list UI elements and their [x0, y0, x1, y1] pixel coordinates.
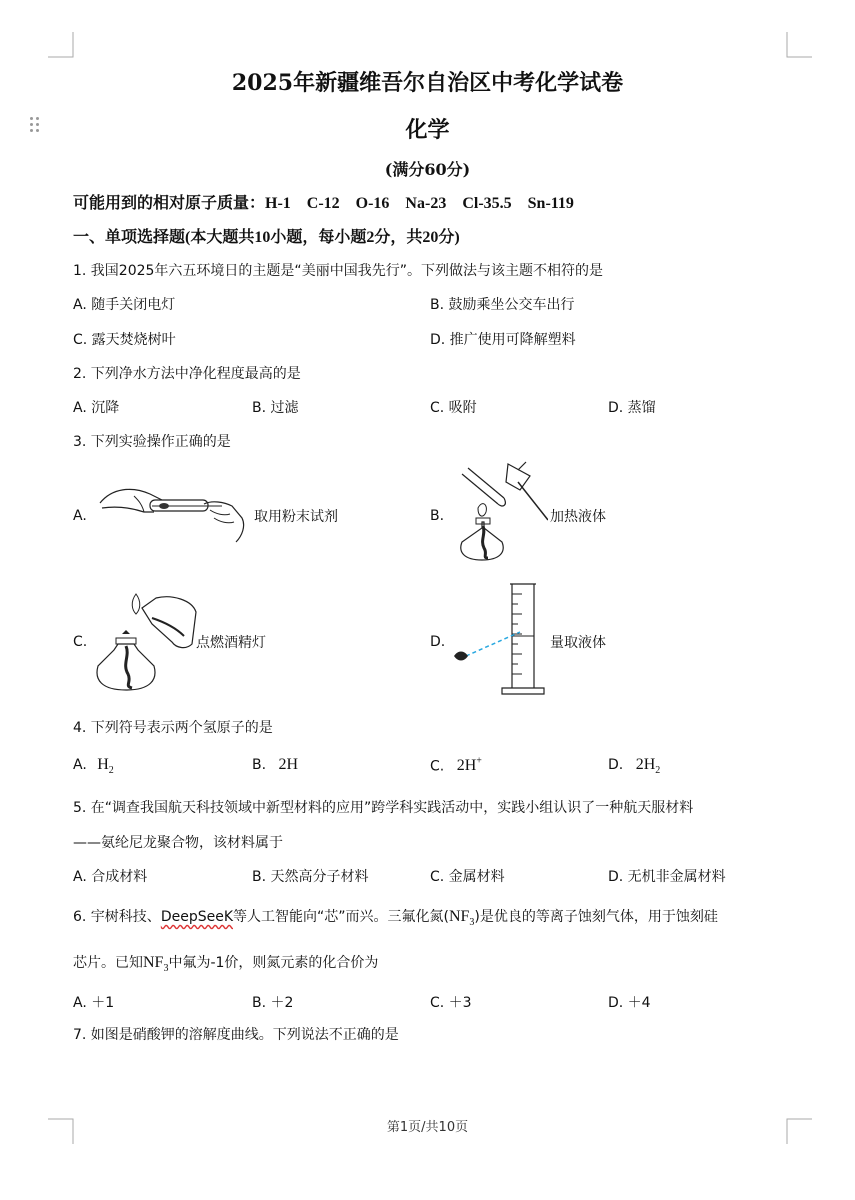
- q1-option-a[interactable]: A. 随手关闭电灯: [73, 297, 176, 313]
- q2-option-d[interactable]: D. 蒸馏: [608, 400, 656, 416]
- q3-option-b-text: 加热液体: [550, 509, 606, 525]
- q4-option-d-symbol: [635, 756, 661, 777]
- q4-c-element: 2H: [456, 757, 477, 775]
- heating-liquid-illustration: [448, 460, 548, 570]
- q4-option-a[interactable]: [73, 756, 114, 776]
- crop-mark-top-left: [48, 32, 74, 58]
- full-score: (满分60分): [384, 160, 471, 179]
- q3-option-a-letter[interactable]: A.: [73, 508, 87, 524]
- lighting-alcohol-lamp-illustration: [92, 588, 202, 698]
- q3-option-a-text: 取用粉末试剂: [254, 509, 338, 525]
- q6-nf-symbol: NF: [143, 954, 164, 971]
- q3-option-d-text: 量取液体: [550, 635, 606, 651]
- question-5-stem-line1: 5. 在“调查我国航天科技领域中新型材料的应用”跨学科实践活动中，实践小组认识了一种航天服材料: [73, 800, 694, 816]
- q3-option-b-letter[interactable]: B.: [430, 508, 445, 524]
- question-3-stem: 3. 下列实验操作正确的是: [73, 434, 231, 450]
- q4-option-c[interactable]: [430, 756, 482, 775]
- q4-option-d-letter: D.: [608, 757, 624, 773]
- q6-option-d[interactable]: D. ＋4: [608, 995, 651, 1011]
- q5-option-b[interactable]: B. 天然高分子材料: [252, 869, 369, 885]
- q4-option-a-symbol: [97, 756, 114, 777]
- q4-option-b-symbol: 2H: [278, 756, 299, 773]
- question-1-stem: 1. 我国2025年六五环境日的主题是“美丽中国我先行”。下列做法与该主题不相符的是: [73, 263, 603, 279]
- q6-stem-part: 6. 宇树科技、: [73, 909, 161, 925]
- q1-option-c[interactable]: C. 露天焚烧树叶: [73, 332, 176, 348]
- q4-option-c-letter: C.: [430, 758, 445, 775]
- graduated-cylinder-illustration: [450, 580, 550, 700]
- q2-option-a[interactable]: A. 沉降: [73, 400, 120, 416]
- q4-c-superscript: +: [476, 756, 482, 767]
- q6-nf3-formula: [448, 908, 475, 929]
- q4-option-c-symbol: [457, 757, 482, 774]
- q4-option-a-letter: A.: [73, 757, 87, 773]
- q6-stem-part: )是优良的等离子蚀刻气体，用于蚀刻硅: [474, 909, 718, 925]
- q6-nf-subscript: 3: [163, 963, 169, 975]
- q4-option-b-letter: B.: [252, 757, 267, 773]
- q6-option-a[interactable]: A. ＋1: [73, 995, 115, 1011]
- q4-d-element: 2H: [635, 756, 656, 773]
- section-heading: 一、单项选择题(本大题共10小题，每小题2分，共20分): [73, 229, 460, 246]
- q1-option-d[interactable]: D. 推广使用可降解塑料: [430, 332, 576, 348]
- atomic-mass-line: 可能用到的相对原子质量：H-1 C-12 O-16 Na-23 Cl-35.5 Sn-119: [73, 195, 574, 212]
- subject-title: 化学: [405, 117, 450, 143]
- question-2-stem: 2. 下列净水方法中净化程度最高的是: [73, 366, 301, 382]
- q6-brand-name: DeepSeeK: [160, 909, 233, 925]
- q6-stem-part: 等人工智能向“芯”而兴。三氟化氮(: [233, 909, 449, 925]
- question-4-stem: 4. 下列符号表示两个氢原子的是: [73, 720, 273, 736]
- q5-option-a[interactable]: A. 合成材料: [73, 869, 148, 885]
- question-7-stem: 7. 如图是硝酸钾的溶解度曲线。下列说法不正确的是: [73, 1027, 399, 1043]
- page-number: 第1页/共10页: [386, 1120, 469, 1135]
- q4-option-d[interactable]: [608, 756, 660, 776]
- question-6-stem-line1: [73, 906, 718, 928]
- q6-option-c[interactable]: C. ＋3: [430, 995, 472, 1011]
- q6-option-b[interactable]: B. ＋2: [252, 995, 294, 1011]
- q3-option-c-letter[interactable]: C.: [73, 634, 88, 650]
- crop-mark-top-right: [786, 32, 812, 58]
- question-6-stem-line2: [73, 952, 378, 974]
- q4-a-subscript: 2: [108, 765, 114, 777]
- q5-option-d[interactable]: D. 无机非金属材料: [608, 869, 726, 885]
- q2-option-c[interactable]: C. 吸附: [430, 400, 477, 416]
- exam-title: 2025年新疆维吾尔自治区中考化学试卷: [231, 70, 624, 96]
- q4-d-subscript: 2: [655, 765, 661, 777]
- q2-option-b[interactable]: B. 过滤: [252, 400, 299, 416]
- q4-a-element: H: [97, 756, 109, 773]
- q6-stem-part: 芯片。已知: [73, 955, 143, 971]
- question-5-stem-line2: ——氨纶尼龙聚合物，该材料属于: [73, 835, 283, 851]
- q3-option-c-text: 点燃酒精灯: [196, 635, 266, 651]
- q6-nf-symbol: NF: [448, 908, 470, 925]
- q6-stem-part: 中氟为-1价，则氮元素的化合价为: [168, 955, 379, 971]
- q5-option-c[interactable]: C. 金属材料: [430, 869, 505, 885]
- q6-nf-subscript: 3: [469, 917, 475, 929]
- q3-option-d-letter[interactable]: D.: [430, 634, 446, 650]
- q6-nf3-formula: [143, 954, 169, 975]
- q4-option-b[interactable]: [252, 756, 298, 774]
- q1-option-b[interactable]: B. 鼓励乘坐公交车出行: [430, 297, 575, 313]
- powder-reagent-illustration: [92, 478, 252, 548]
